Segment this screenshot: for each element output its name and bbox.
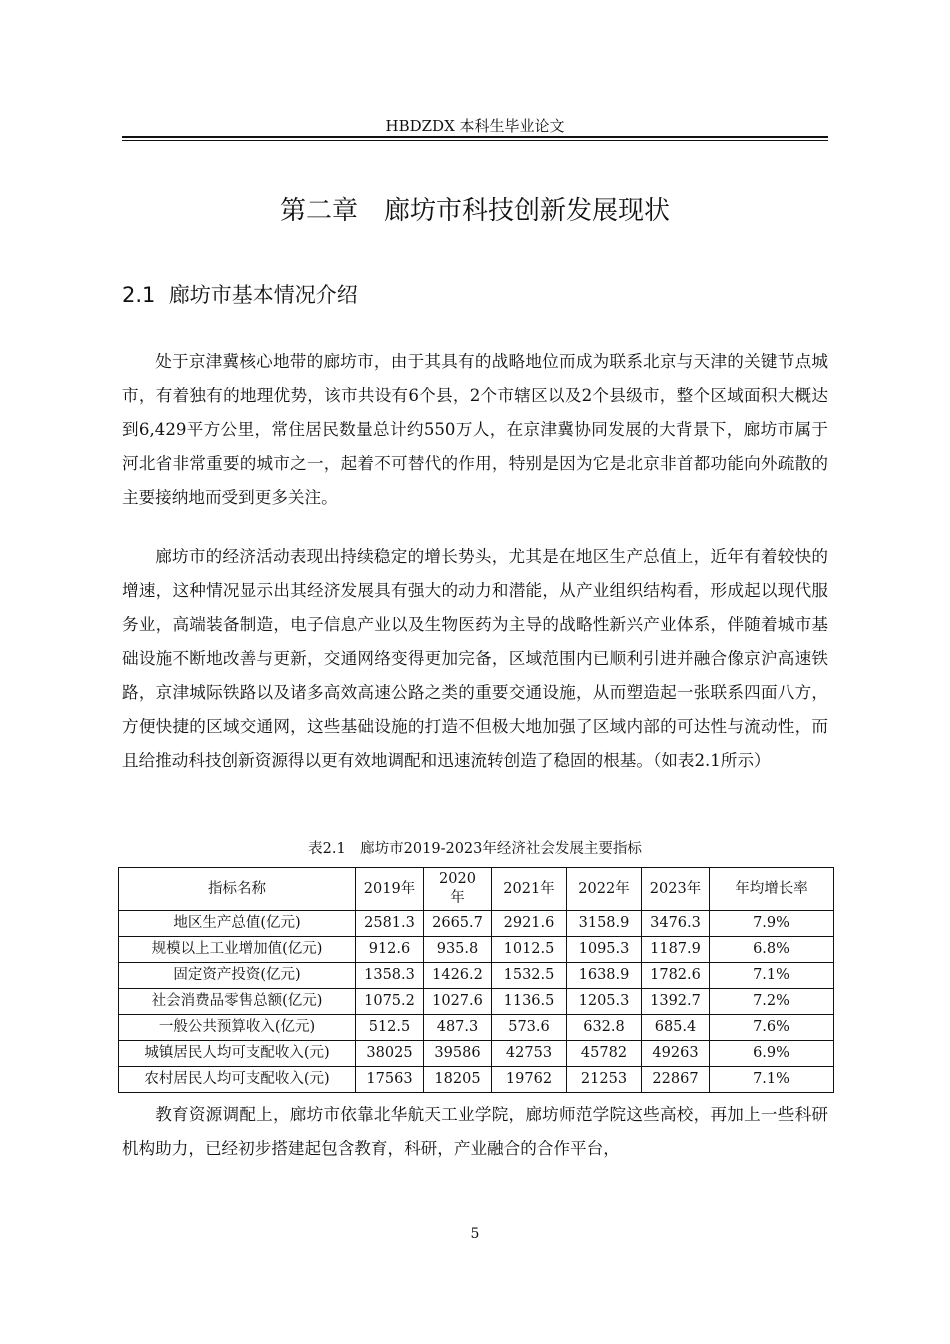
value-cell: 1638.9 — [567, 963, 642, 989]
body-paragraph: 教育资源调配上，廊坊市依靠北华航天工业学院，廊坊师范学院这些高校，再加上一些科研机构助力，已经初步搭建起包含教育，科研，产业融合的合作平台， — [122, 1105, 828, 1158]
column-header: 2021年 — [492, 868, 567, 911]
indicator-name-cell: 一般公共预算收入(亿元) — [119, 1015, 356, 1041]
indicator-name-cell: 农村居民人均可支配收入(元) — [119, 1067, 356, 1093]
value-cell: 3158.9 — [567, 911, 642, 937]
value-cell: 7.9% — [710, 911, 834, 937]
value-cell: 21253 — [567, 1067, 642, 1093]
value-cell: 632.8 — [567, 1015, 642, 1041]
value-cell: 42753 — [492, 1041, 567, 1067]
value-cell: 912.6 — [356, 937, 424, 963]
table-header-row — [119, 868, 834, 911]
value-cell: 45782 — [567, 1041, 642, 1067]
value-cell: 22867 — [642, 1067, 710, 1093]
column-header: 2022年 — [567, 868, 642, 911]
value-cell: 1392.7 — [642, 989, 710, 1015]
value-cell: 1012.5 — [492, 937, 567, 963]
value-cell: 2665.7 — [424, 911, 492, 937]
chapter-title: 第二章 廊坊市科技创新发展现状 — [279, 196, 670, 226]
value-cell: 18205 — [424, 1067, 492, 1093]
value-cell: 1532.5 — [492, 963, 567, 989]
column-header: 指标名称 — [119, 868, 356, 911]
value-cell: 1136.5 — [492, 989, 567, 1015]
value-cell: 1187.9 — [642, 937, 710, 963]
indicator-name-cell: 规模以上工业增加值(亿元) — [119, 937, 356, 963]
indicator-table — [118, 867, 834, 1093]
body-paragraph: 廊坊市的经济活动表现出持续稳定的增长势头，尤其是在地区生产总值上，近年有着较快的增速，这种情况显示出其经济发展具有强大的动力和潜能，从产业组织结构看，形成起以现代服务业，高端装备制造，电子信息产业以及生物医药为主导的战略性新兴产业体系，伴随着城市基础设施不断地改善与更新，交通网络变得更加完备，区域范围内已顺利引进并融合像京沪高速铁路，京津城际铁路以及诸多高效高速公路之类的重要交通设施，从而塑造起一张联系四面八方，方便快捷的区域交通网，这些基础设施的打造不但极大地加强了区域内部的可达性与流动性，而且给推动科技创新资源得以更有效地调配和迅速流转创造了稳固的根基。（如表2.1所示） — [122, 547, 828, 770]
column-header: 2023年 — [642, 868, 710, 911]
page-number: 5 — [470, 1226, 480, 1242]
running-header: HBDZDX 本科生毕业论文 — [385, 117, 565, 135]
value-cell: 7.1% — [710, 1067, 834, 1093]
table-row — [119, 1067, 834, 1093]
value-cell: 1358.3 — [356, 963, 424, 989]
table-row — [119, 963, 834, 989]
value-cell: 1075.2 — [356, 989, 424, 1015]
table-row — [119, 1041, 834, 1067]
value-cell: 1426.2 — [424, 963, 492, 989]
indicator-name-cell: 城镇居民人均可支配收入(元) — [119, 1041, 356, 1067]
value-cell: 1205.3 — [567, 989, 642, 1015]
value-cell: 7.1% — [710, 963, 834, 989]
column-header: 年均增长率 — [710, 868, 834, 911]
value-cell: 7.2% — [710, 989, 834, 1015]
value-cell: 17563 — [356, 1067, 424, 1093]
value-cell: 19762 — [492, 1067, 567, 1093]
value-cell: 1027.6 — [424, 989, 492, 1015]
body-paragraph: 处于京津冀核心地带的廊坊市，由于其具有的战略地位而成为联系北京与天津的关键节点城市，有着独有的地理优势，该市共设有6个县，2个市辖区以及2个县级市，整个区域面积大概达到6,429平方公里，常住居民数量总计约550万人，在京津冀协同发展的大背景下，廊坊市属于河北省非常重要的城市之一，起着不可替代的作用，特别是因为它是北京非首都功能向外疏散的主要接纳地而受到更多关注。 — [122, 352, 828, 507]
table-row — [119, 989, 834, 1015]
value-cell: 2581.3 — [356, 911, 424, 937]
value-cell: 39586 — [424, 1041, 492, 1067]
section-title: 2.1 廊坊市基本情况介绍 — [122, 283, 358, 307]
value-cell: 3476.3 — [642, 911, 710, 937]
value-cell: 49263 — [642, 1041, 710, 1067]
value-cell: 6.9% — [710, 1041, 834, 1067]
value-cell: 1782.6 — [642, 963, 710, 989]
value-cell: 935.8 — [424, 937, 492, 963]
indicator-name-cell: 社会消费品零售总额(亿元) — [119, 989, 356, 1015]
value-cell: 2921.6 — [492, 911, 567, 937]
value-cell: 1095.3 — [567, 937, 642, 963]
table-caption: 表2.1 廊坊市2019-2023年经济社会发展主要指标 — [308, 841, 642, 857]
value-cell: 573.6 — [492, 1015, 567, 1041]
table-row — [119, 1015, 834, 1041]
column-header: 2020年 — [424, 868, 492, 911]
value-cell: 6.8% — [710, 937, 834, 963]
header-rule — [122, 136, 828, 141]
value-cell: 685.4 — [642, 1015, 710, 1041]
column-header: 2019年 — [356, 868, 424, 911]
indicator-name-cell: 地区生产总值(亿元) — [119, 911, 356, 937]
value-cell: 512.5 — [356, 1015, 424, 1041]
value-cell: 7.6% — [710, 1015, 834, 1041]
indicator-name-cell: 固定资产投资(亿元) — [119, 963, 356, 989]
value-cell: 487.3 — [424, 1015, 492, 1041]
value-cell: 38025 — [356, 1041, 424, 1067]
table-row — [119, 911, 834, 937]
table-row — [119, 937, 834, 963]
